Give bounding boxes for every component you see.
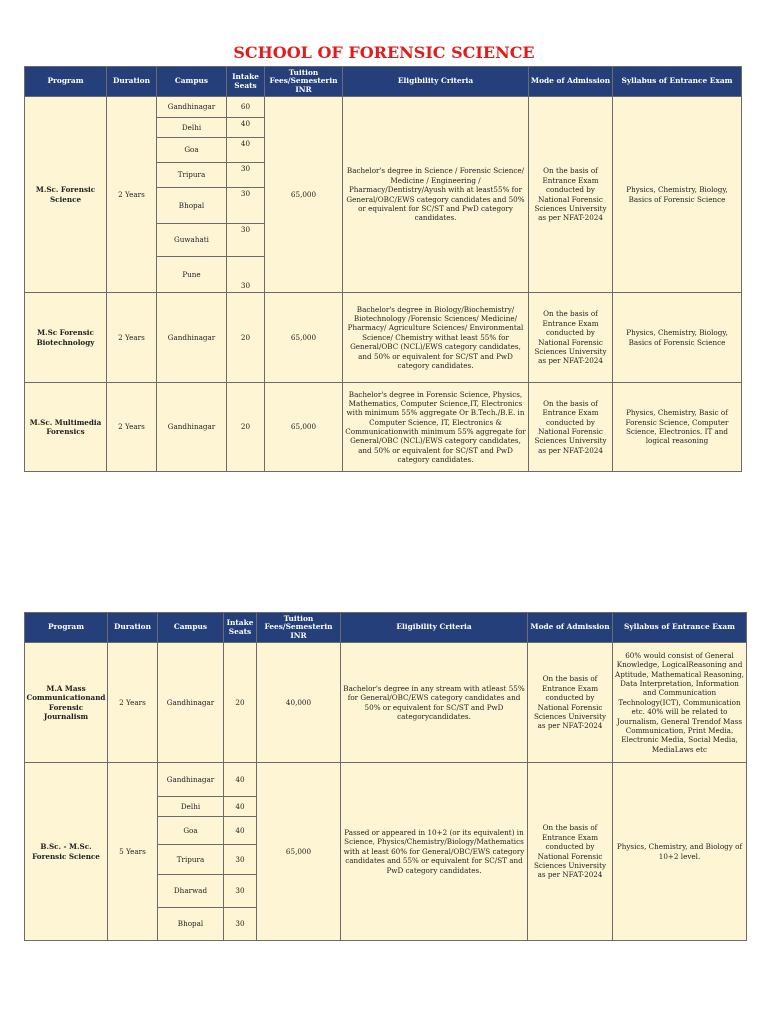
header-eligibility: Eligibility Criteria [341,613,528,643]
campus-cell: Bhopal [157,188,227,224]
syllabus-cell: Physics, Chemistry, and Biology of 10+2 level. [613,763,747,941]
mode-cell: On the basis of Entrance Exam conducted by National Forensic Sciences University as per NFAT-2024 [528,763,613,941]
syllabus-cell: Physics, Chemistry, Biology, Basics of Forensic Science [613,293,742,383]
header-fees: Tuition Fees/Semesterin INR [265,67,343,97]
program-cell: M.A Mass Communicationand Forensic Journalism [25,643,108,763]
programs-table-2 [24,612,747,941]
header-eligibility: Eligibility Criteria [343,67,529,97]
header-program: Program [25,67,107,97]
table-row [25,97,742,118]
seats-cell: 40 [224,797,257,817]
campus-cell: Delhi [157,118,227,138]
program-cell: B.Sc. - M.Sc. Forensic Science [25,763,108,941]
program-cell: M.Sc. Multimedia Forensics [25,383,107,472]
header-campus: Campus [158,613,224,643]
duration-cell: 5 Years [108,763,158,941]
table-row [25,383,742,472]
header-syllabus: Syllabus of Entrance Exam [613,67,742,97]
campus-cell: Goa [157,138,227,163]
duration-cell: 2 Years [107,293,157,383]
seats-cell: 30 [224,908,257,941]
header-syllabus: Syllabus of Entrance Exam [613,613,747,643]
mode-cell: On the basis of Entrance Exam conducted by National Forensic Sciences University as per NFAT-2024 [529,383,613,472]
header-duration: Duration [108,613,158,643]
mode-cell: On the basis of Entrance Exam conducted by National Forensic Sciences University as per NFAT-2024 [529,293,613,383]
seats-cell: 40 [224,817,257,845]
campus-cell: Tripura [158,845,224,875]
eligibility-cell: Bachelor's degree in Science / Forensic Science/ Medicine / Engineering / Pharmacy/Dentistry/Ayush with at least55% for General/OBC/EWS category candidates and 50% or equivalent for SC/ST and PwD category candidates. [343,97,529,293]
syllabus-cell: Physics, Chemistry, Basic of Forensic Science, Computer Science, Electronics. IT and logical reasoning [613,383,742,472]
seats-cell: 30 [224,875,257,908]
seats-cell: 40 [224,763,257,797]
eligibility-cell: Passed or appeared in 10+2 (or its equivalent) in Science, Physics/Chemistry/Biology/Mathematics with at least 60% for General/OBC/EWS category candidates and 55% or equivalent for SC/ST and PwD category candidates. [341,763,528,941]
mode-cell: On the basis of Entrance Exam conducted by National Forensic Sciences University as per NFAT-2024 [528,643,613,763]
program-cell: M.Sc Forensic Biotechnology [25,293,107,383]
eligibility-cell: Bachelor's degree in any stream with atleast 55% for General/OBC/EWS category candidates and 50% or equivalent for SC/ST and PwD categorycandidates. [341,643,528,763]
fees-cell: 65,000 [257,763,341,941]
programs-table-1 [24,66,742,472]
campus-cell: Gandhinagar [158,643,224,763]
fees-cell: 65,000 [265,293,343,383]
seats-cell: 40 [227,118,265,138]
seats-cell: 30 [227,224,265,257]
campus-cell: Goa [158,817,224,845]
seats-cell: 20 [224,643,257,763]
header-duration: Duration [107,67,157,97]
campus-cell: Gandhinagar [158,763,224,797]
seats-cell: 40 [227,138,265,163]
syllabus-cell: Physics, Chemistry, Biology, Basics of Forensic Science [613,97,742,293]
seats-cell: 30 [227,188,265,224]
campus-cell: Pune [157,257,227,293]
campus-cell: Delhi [158,797,224,817]
table-header-row [25,67,742,97]
fees-cell: 65,000 [265,383,343,472]
campus-cell: Dharwad [158,875,224,908]
seats-cell: 30 [224,845,257,875]
campus-cell: Gandhinagar [157,293,227,383]
seats-cell: 20 [227,383,265,472]
syllabus-cell: 60% would consist of General Knowledge, LogicalReasoning and Aptitude, Mathematical Reasoning, Data Interpretation, Information and Communication Technology(ICT), Communication etc. 40% will be related to Journalism, General Trendof Mass Communication, Print Media, Electronic Media, Social Media, MediaLaws etc [613,643,747,763]
table-header-row [25,613,747,643]
duration-cell: 2 Years [107,383,157,472]
duration-cell: 2 Years [108,643,158,763]
page-title: SCHOOL OF FORENSIC SCIENCE [233,43,535,62]
eligibility-cell: Bachelor's degree in Forensic Science, Physics, Mathematics, Computer Science,IT, Electronics with minimum 55% aggregate Or B.Tech./B.E. in Computer Science, IT, Electronics & Communicationwith minimum 55% aggregate for General/OBC (NCL)/EWS category candidates, and 50% or equivalent for SC/ST and PwD category candidates. [343,383,529,472]
seats-cell: 30 [227,163,265,188]
header-seats: Intake Seats [227,67,265,97]
seats-cell: 60 [227,97,265,118]
fees-cell: 40,000 [257,643,341,763]
campus-cell: Tripura [157,163,227,188]
mode-cell: On the basis of Entrance Exam conducted by National Forensic Sciences University as per NFAT-2024 [529,97,613,293]
program-cell: M.Sc. Forensic Science [25,97,107,293]
campus-cell: Bhopal [158,908,224,941]
campus-cell: Guwahati [157,224,227,257]
table-row [25,293,742,383]
seats-cell: 30 [227,257,265,293]
header-mode: Mode of Admission [528,613,613,643]
campus-cell: Gandhinagar [157,97,227,118]
header-program: Program [25,613,108,643]
table-row [25,643,747,763]
table-row [25,763,747,797]
fees-cell: 65,000 [265,97,343,293]
eligibility-cell: Bachelor's degree in Biology/Biochemistry/ Biotechnology /Forensic Sciences/ Medicine/ Pharmacy/ Agriculture Sciences/ Environmental Science/ Chemistry withat least 55% for General/OBC (NCL)/EWS category candidates, and 50% or equivalent for SC/ST and PwD category candidates. [343,293,529,383]
duration-cell: 2 Years [107,97,157,293]
header-fees: Tuition Fees/Semesterin INR [257,613,341,643]
campus-cell: Gandhinagar [157,383,227,472]
seats-cell: 20 [227,293,265,383]
header-seats: Intake Seats [224,613,257,643]
header-mode: Mode of Admission [529,67,613,97]
header-campus: Campus [157,67,227,97]
